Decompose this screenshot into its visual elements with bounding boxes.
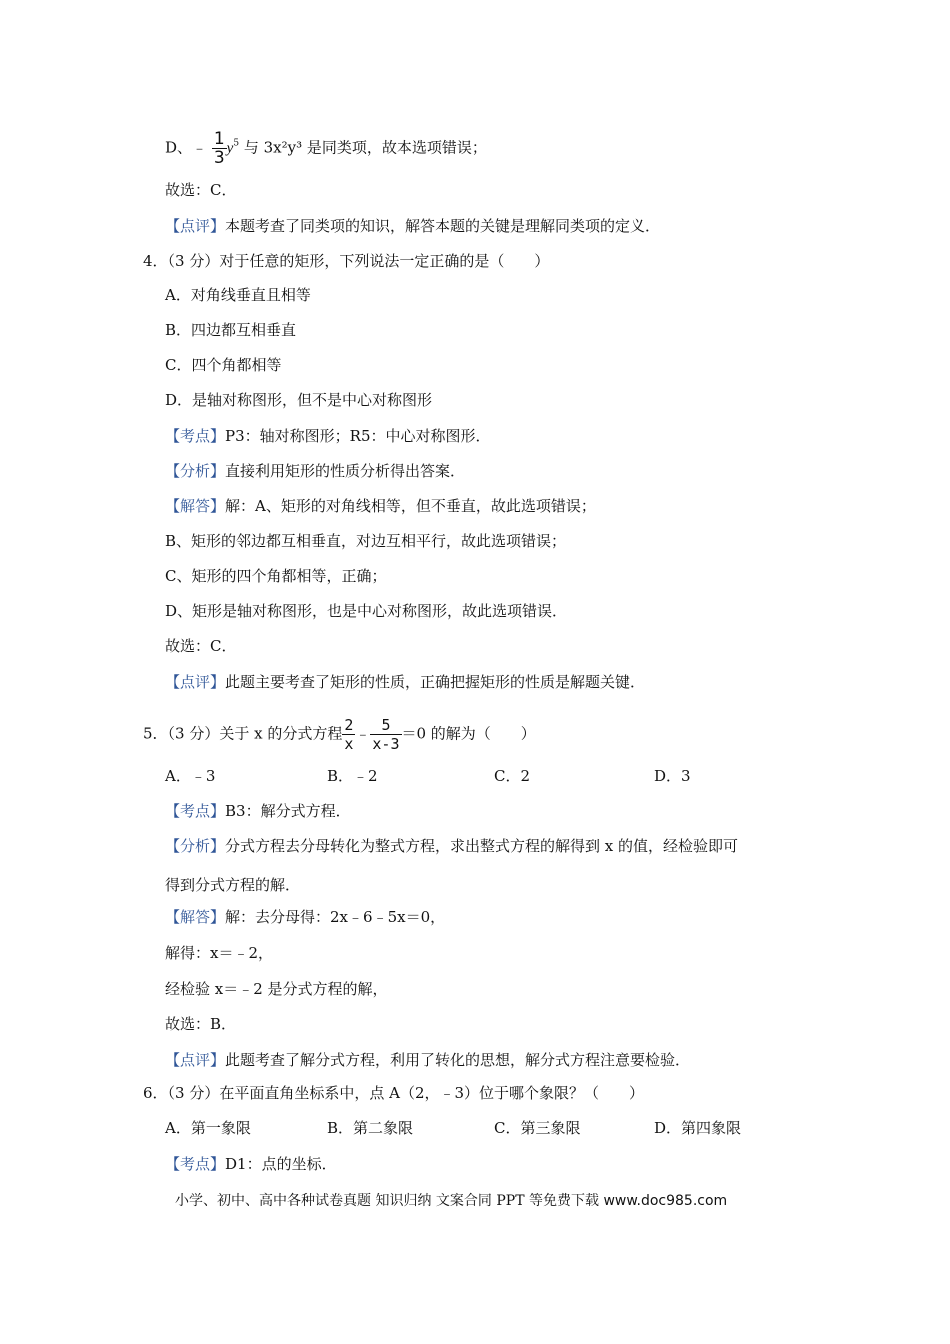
fraction-denominator: x — [344, 735, 354, 753]
q4-fenxi — [165, 461, 465, 481]
fenxi-tag: 【分析】 — [165, 837, 226, 855]
review-text: 此题考查了解分式方程，利用了转化的思想，解分式方程注意要检验． — [225, 1051, 691, 1069]
q4-option-d: D．是轴对称图形，但不是中心对称图形 — [165, 391, 433, 409]
d-rest-text: 与 3x²y³ 是同类项，故本选项错误； — [243, 138, 487, 157]
q5-jieda-line-2: 解得：x＝﹣2， — [165, 944, 274, 962]
q6-option-d: D．第四象限 — [654, 1119, 742, 1137]
q4-stem: 4．（3 分）对于任意的矩形，下列说法一定正确的是（ ） — [143, 252, 550, 270]
q4-option-b: B．四边都互相垂直 — [165, 321, 297, 339]
review-text: 本题考查了同类项的知识，解答本题的关键是理解同类项的定义． — [225, 217, 661, 235]
q5-review — [165, 1050, 690, 1070]
fenxi-text: 直接利用矩形的性质分析得出答案． — [225, 462, 466, 480]
fenxi-text: 分式方程去分母转化为整式方程，求出整式方程的解得到 x 的值，经检验即可 — [225, 837, 739, 855]
fenxi-tag: 【分析】 — [165, 462, 226, 480]
q6-option-c: C．第三象限 — [494, 1119, 581, 1137]
kaodian-tag: 【考点】 — [165, 427, 226, 445]
kaodian-text: P3：轴对称图形；R5：中心对称图形． — [225, 427, 491, 445]
review-text: 此题主要考查了矩形的性质，正确把握矩形的性质是解题关键． — [225, 673, 646, 691]
jieda-tag: 【解答】 — [165, 497, 226, 515]
q5-jieda-line-3: 经检验 x＝﹣2 是分式方程的解， — [165, 980, 388, 998]
kaodian-text: D1：点的坐标． — [225, 1155, 337, 1173]
q6-option-b: B．第二象限 — [327, 1119, 414, 1137]
fraction-5-over-x-minus-3 — [370, 716, 401, 753]
fraction-denominator: 3 — [213, 148, 225, 168]
q5-stem-prefix: 5．（3 分）关于 x 的分式方程 — [143, 724, 343, 743]
q5-choice: 故选：B． — [165, 1015, 237, 1033]
q5-stem — [143, 716, 536, 753]
fraction-one-third — [212, 130, 227, 167]
fraction-denominator: x-3 — [372, 735, 400, 753]
q4-choice: 故选：C． — [165, 637, 237, 655]
kaodian-tag: 【考点】 — [165, 1155, 226, 1173]
jieda-line: 解：去分母得：2x﹣6﹣5x＝0， — [225, 908, 446, 926]
q4-kaodian — [165, 426, 491, 446]
q5-option-c: C．2 — [494, 767, 531, 785]
fraction-numerator: 5 — [381, 716, 391, 734]
footer-url[interactable]: www.doc985.com — [603, 1193, 728, 1209]
fraction-2-over-x — [342, 716, 355, 753]
review-tag: 【点评】 — [165, 673, 226, 691]
q5-stem-suffix: ＝0 的解为（ ） — [401, 724, 536, 743]
q6-option-a: A．第一象限 — [165, 1119, 251, 1137]
q6-stem: 6．（3 分）在平面直角坐标系中，点 A（2，﹣3）位于哪个象限？（ ） — [143, 1084, 645, 1102]
jieda-line: 解：A、矩形的对角线相等，但不垂直，故此选项错误； — [225, 497, 596, 515]
footer-text: 小学、初中、高中各种试卷真题 知识归纳 文案合同 PPT 等免费下载 — [175, 1193, 599, 1209]
q5-option-d: D．3 — [654, 767, 691, 785]
q5-jieda — [165, 907, 445, 927]
q5-kaodian — [165, 801, 351, 821]
q4-option-a: A．对角线垂直且相等 — [165, 286, 311, 304]
q3-review — [165, 216, 660, 236]
fraction-numerator: 2 — [344, 716, 354, 734]
q5-fenxi-line-2: 得到分式方程的解． — [165, 876, 301, 894]
q4-jieda-line-2: B、矩形的邻边都互相垂直，对边互相平行，故此选项错误； — [165, 532, 567, 550]
q4-option-c: C．四个角都相等 — [165, 356, 282, 374]
q3-option-d-explanation: D、﹣ $\frac{1}{3}$ $y^5$ 与 3x²y³ 是同类项，故本选项错误； — [165, 129, 487, 168]
q6-kaodian — [165, 1154, 337, 1174]
page-footer — [175, 1190, 727, 1210]
q4-jieda-line-3: C、矩形的四个角都相等，正确； — [165, 567, 387, 585]
q3-choice: 故选：C． — [165, 181, 237, 199]
review-tag: 【点评】 — [165, 1051, 226, 1069]
q5-option-a: A．﹣3 — [165, 767, 216, 785]
review-tag: 【点评】 — [165, 217, 226, 235]
q5-option-b: B．﹣2 — [327, 767, 378, 785]
jieda-tag: 【解答】 — [165, 908, 226, 926]
d-prefix: D、﹣ — [165, 138, 208, 157]
kaodian-tag: 【考点】 — [165, 802, 226, 820]
q4-review — [165, 672, 645, 692]
fraction-numerator: 1 — [213, 129, 225, 149]
q4-jieda-line-4: D、矩形是轴对称图形，也是中心对称图形，故此选项错误． — [165, 602, 568, 620]
minus-sign: ﹣ — [355, 724, 371, 743]
kaodian-text: B3：解分式方程． — [225, 802, 351, 820]
q5-fenxi — [165, 836, 738, 856]
q4-jieda — [165, 496, 596, 516]
